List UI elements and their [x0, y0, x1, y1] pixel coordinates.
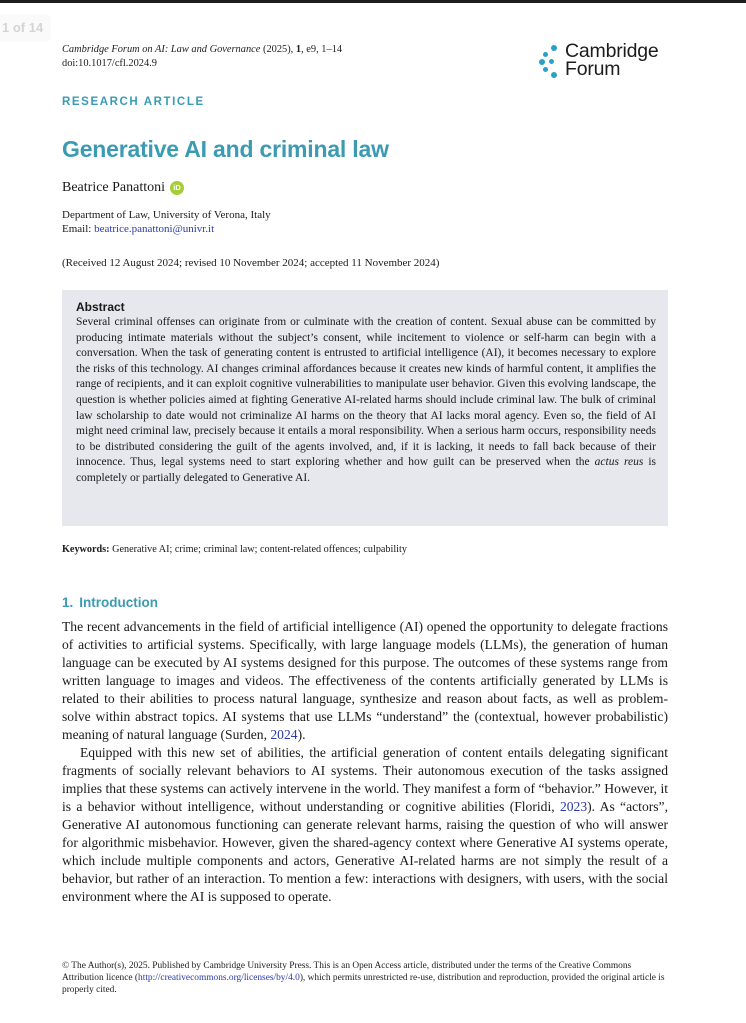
citation-link[interactable]: 2023	[559, 799, 588, 814]
paragraph-text: ). As “actors”, Generative AI autonomous functioning can generate relevant harms, raising the question of who will answer for algorithmic misbehavior. However, given the shared-agency context where Generative AI systems operate, which include multiple components and actors, Generative AI-related harms are not simply the result of a behavior, but rather of an interaction. To mention a few: interactions with designers, with users, with the social environment where the AI is supposed to operate.	[62, 799, 668, 904]
journal-year: (2025),	[262, 44, 294, 55]
license-link[interactable]: http://creativecommons.org/licenses/by/4.0	[138, 973, 300, 983]
journal-citation	[62, 43, 342, 70]
email-line	[62, 222, 271, 236]
abstract-text	[76, 315, 656, 487]
abstract-text-part: is completely or partially delegated to Generative AI.	[76, 456, 657, 484]
body-text	[62, 618, 668, 906]
cambridge-dots-icon	[539, 42, 561, 78]
license-text: © The Author(s), 2025. Published by Cambridge University Press. This is an Open Access article, distributed under the terms of the Creative Commons Attribution licence (	[62, 961, 632, 983]
affiliation: Department of Law, University of Verona, Italy	[62, 209, 271, 221]
paragraph	[62, 618, 668, 744]
article-type: RESEARCH ARTICLE	[62, 96, 205, 108]
logo-text	[565, 42, 659, 78]
paragraph-text: Equipped with this new set of abilities, the artificial generation of content entails delegating significant fragments of socially relevant behaviors to AI systems. Their autonomous execution of the tasks assigned implies that these systems can actively intervene in the world. They manifest a form of “behavior.” However, it is a behavior without intelligence, without understanding or cognitive abilities (Floridi,	[62, 745, 668, 814]
page-indicator: 1 of 14	[0, 14, 51, 42]
paragraph-text: ).	[297, 727, 306, 742]
cambridge-forum-logo	[539, 42, 659, 78]
section-title: Introduction	[79, 595, 158, 610]
keywords-values: Generative AI; crime; criminal law; content-related offences; culpability	[109, 544, 407, 555]
abstract-box	[62, 290, 668, 526]
email-link[interactable]: beatrice.panattoni@univr.it	[94, 223, 215, 235]
citation-link[interactable]: 2024	[270, 727, 298, 742]
journal-name: Cambridge Forum on AI: Law and Governance	[62, 44, 261, 55]
received-dates: (Received 12 August 2024; revised 10 November 2024; accepted 11 November 2024)	[62, 257, 440, 269]
keywords	[62, 544, 407, 555]
section-number: 1.	[62, 595, 74, 610]
logo-line-2: Forum	[565, 58, 621, 80]
abstract-text-part: Several criminal offenses can originate from or culminate with the creation of content. Sexual abuse can be committed by producing intimate materials without the subject’s consent, while incitement to violence or self-harm can begin with a conversation. When the task of generating content is entrusted to artificial intelligence (AI), it becomes necessary to explore the risks of this technology. AI changes criminal affordances because it creates new kinds of harmful content, it amplifies the range of recipients, and it can exploit cognitive vulnerabilities to manipulate user behavior. Given this evolving landscape, the question is whether policies aimed at fighting Generative AI-related harms should include criminal law. The bulk of criminal law scholarship to date would not criminalize AI harms on the theory that AI lacks moral agency. Even so, the field of AI might need criminal law, precisely because it entails a moral responsibility. When a serious harm occurs, responsibility needs to be distributed considering the guilt of the agents involved, and, if it is lacking, it needs to fall back because of their innocence. Thus, legal systems need to start exploring whether and how guilt can be preserved when the	[76, 316, 656, 469]
viewer-top-bar	[0, 0, 746, 3]
author	[62, 180, 184, 196]
keywords-label: Keywords:	[62, 544, 110, 555]
email-label: Email:	[62, 223, 95, 235]
journal-citation-line	[62, 43, 342, 57]
article-title: Generative AI and criminal law	[62, 136, 389, 162]
logo-line-1: Cambridge	[565, 40, 659, 62]
orcid-icon[interactable]: iD	[170, 181, 184, 195]
abstract-heading: Abstract	[76, 300, 125, 314]
license-text: ), which permits unrestricted re-use, distribution and reproduction, provided the original article is properly cited.	[62, 973, 665, 995]
doi: doi:10.1017/cfl.2024.9	[62, 57, 157, 69]
author-name[interactable]: Beatrice Panattoni	[62, 180, 166, 195]
license-footer	[62, 960, 668, 996]
journal-pages: , e9, 1–14	[301, 44, 343, 55]
section-heading-introduction	[62, 595, 158, 610]
abstract-italic-term: actus reus	[594, 456, 644, 469]
affiliation-block	[62, 208, 271, 236]
paragraph	[62, 744, 668, 906]
journal-volume: 1	[295, 44, 302, 55]
paragraph-text: The recent advancements in the field of artificial intelligence (AI) opened the opportunity to delegate fractions of activities to artificial systems. Specifically, with large language models (LLMs), the generation of human language can be executed by AI systems designed for this purpose. The outcomes of these systems range from written language to images and videos. The effectiveness of the contents artificially generated by LLMs is related to their abilities to process natural language, synthesize and reason about facts, as well as problem-solve within abstract topics. AI systems that use LLMs “understand” the (contextual, however probabilistic) meaning of natural language (Surden,	[62, 619, 668, 742]
